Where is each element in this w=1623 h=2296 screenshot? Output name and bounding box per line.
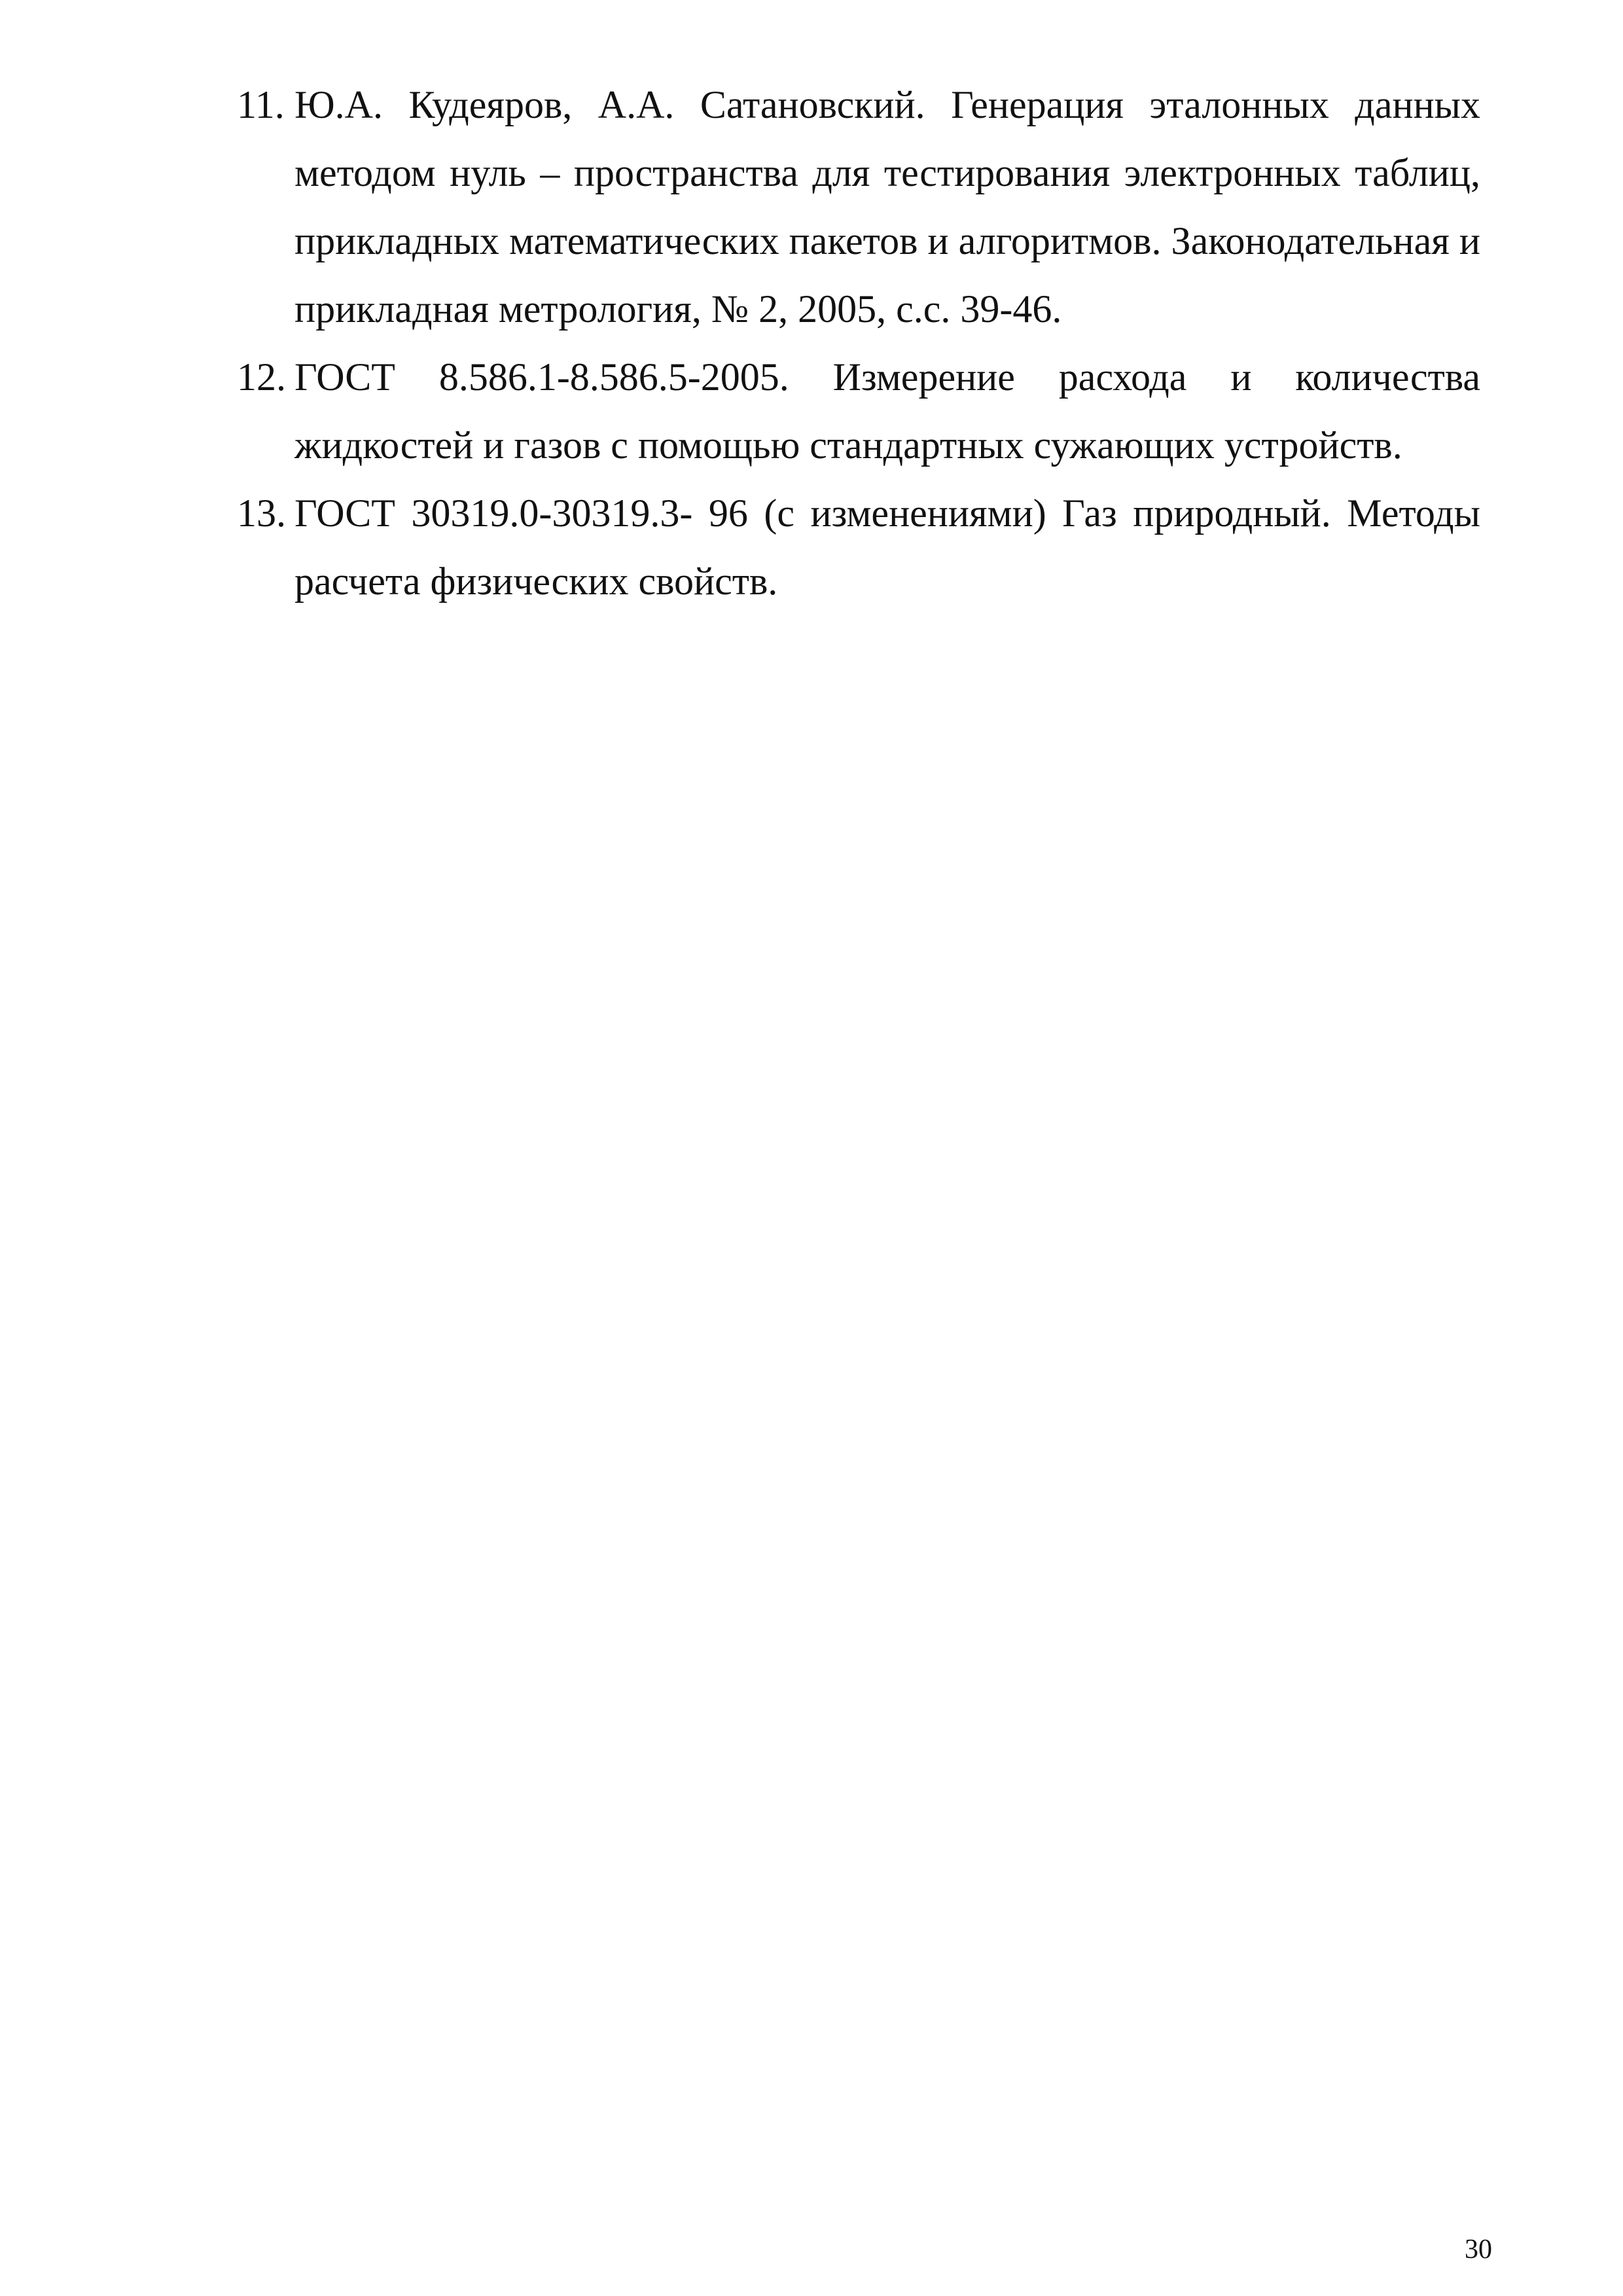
reference-number: 13.: [237, 492, 286, 535]
reference-list: [237, 71, 1480, 615]
reference-item-12: [237, 343, 1480, 479]
reference-text: Ю.А. Кудеяров, А.А. Сатановский. Генерация эталонных данных методом нуль – пространства для тестирования электронных таблиц, прикладных математических пакетов и алгоритмов. Законодательная и прикладная метрология, № 2, 2005, с.с. 39-46.: [294, 83, 1480, 331]
reference-number: 11.: [237, 83, 285, 126]
page-number: 30: [1465, 2234, 1492, 2265]
reference-text: ГОСТ 8.586.1-8.586.5-2005. Измерение расхода и количества жидкостей и газов с помощью стандартных сужающих устройств.: [294, 355, 1480, 467]
reference-text: ГОСТ 30319.0-30319.3- 96 (с изменениями) Газ природный. Методы расчета физических свойств.: [294, 492, 1480, 603]
reference-item-11: [237, 71, 1480, 343]
reference-number: 12.: [237, 355, 286, 399]
reference-item-13: [237, 479, 1480, 615]
